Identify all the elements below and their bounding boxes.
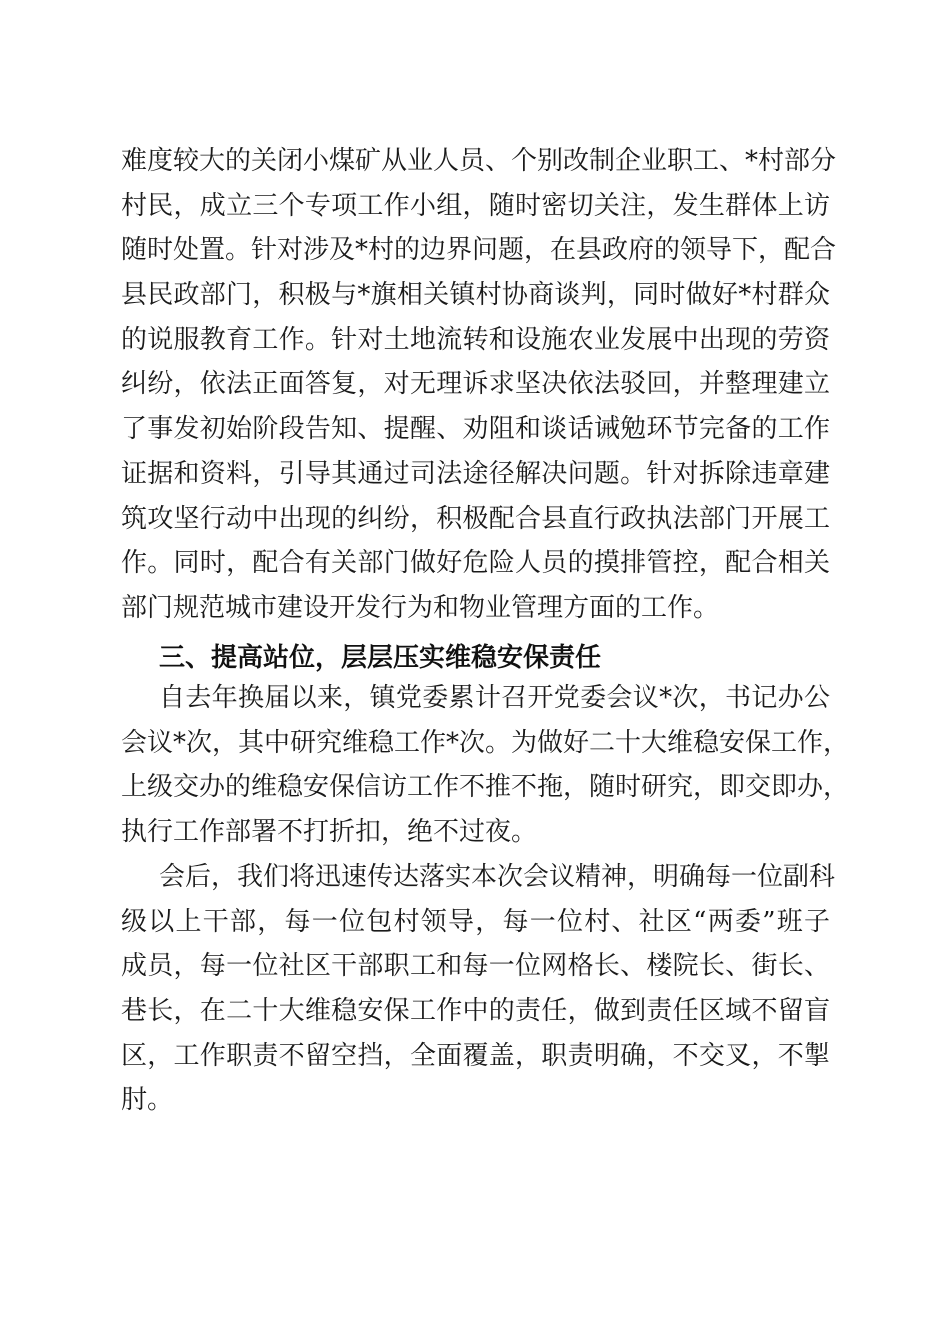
text-line: 作。同时，配合有关部门做好危险人员的摸排管控，配合相关 — [121, 548, 830, 579]
paragraph-body-3 — [121, 855, 836, 1123]
text-line: 巷长，在二十大维稳安保工作中的责任，做到责任区域不留盲 — [121, 996, 830, 1027]
text-line: 成员，每一位社区干部职工和每一位网格长、楼院长、街长、 — [121, 951, 830, 982]
text-line: 会议*次，其中研究维稳工作*次。为做好二十大维稳安保工作， — [121, 727, 850, 758]
text-line: 县民政部门，积极与*旗相关镇村协商谈判，同时做好*村群众 — [121, 280, 830, 311]
text-line: 村民，成立三个专项工作小组，随时密切关注，发生群体上访 — [121, 190, 830, 221]
text-line: 难度较大的关闭小煤矿从业人员、个别改制企业职工、*村部分 — [121, 146, 837, 176]
paragraph-body-2 — [121, 676, 850, 855]
text-line: 纠纷，依法正面答复，对无理诉求坚决依法驳回，并整理建立 — [121, 369, 830, 400]
text-line: 会后，我们将迅速传达落实本次会议精神，明确每一位副科 — [159, 862, 836, 892]
text-line: 了事发初始阶段告知、提醒、劝阻和谈话诫勉环节完备的工作 — [121, 414, 830, 445]
paragraph-body-1 — [121, 139, 837, 631]
text-line: 级以上干部，每一位包村领导，每一位村、社区“两委”班子 — [121, 906, 830, 937]
text-line: 上级交办的维稳安保信访工作不推不拖，随时研究，即交即办， — [121, 772, 850, 803]
text-line: 区，工作职责不留空挡，全面覆盖，职责明确，不交叉，不掣 — [121, 1040, 830, 1071]
text-line: 部门规范城市建设开发行为和物业管理方面的工作。 — [121, 592, 720, 623]
text-line: 自去年换届以来，镇党委累计召开党委会议*次，书记办公 — [159, 683, 830, 713]
text-line: 执行工作部署不打折扣，绝不过夜。 — [121, 817, 538, 848]
section-heading: 三、提高站位，层层压实维稳安保责任 — [159, 643, 602, 673]
text-line: 的说服教育工作。针对土地流转和设施农业发展中出现的劳资 — [121, 324, 830, 355]
text-line: 随时处置。针对涉及*村的边界问题，在县政府的领导下，配合 — [121, 235, 837, 266]
text-line: 证据和资料，引导其通过司法途径解决问题。针对拆除违章建 — [121, 458, 830, 489]
text-line: 肘。 — [121, 1085, 174, 1116]
text-line: 筑攻坚行动中出现的纠纷，积极配合县直行政执法部门开展工 — [121, 503, 830, 534]
